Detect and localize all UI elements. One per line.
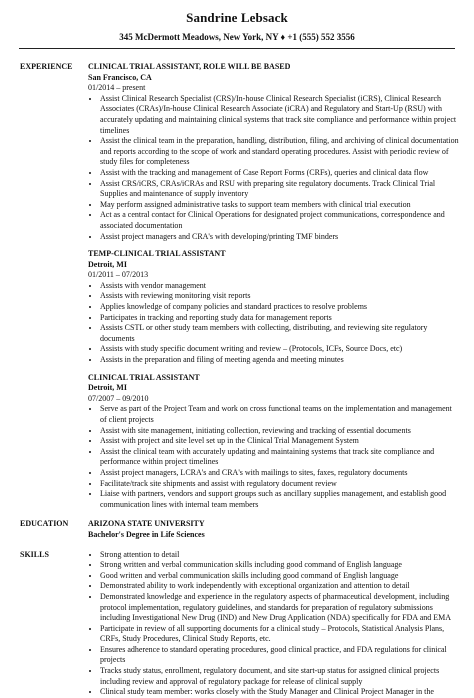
list-item: • Strong attention to detail [100,550,460,561]
list-item: • Applies knowledge of company policies and standard practices to resolve problems [100,302,460,313]
job-title: CLINICAL TRIAL ASSISTANT, ROLE WILL BE BASED [88,62,291,71]
job-title: TEMP-CLINICAL TRIAL ASSISTANT [88,249,226,259]
list-item: • Facilitate/track site shipments and assist with regulatory document review [100,479,460,490]
job-location: Detroit, MI [88,259,127,269]
list-item: • Assist with project and site level set up in the Clinical Trial Management System [100,436,460,447]
list-item: • Serve as part of the Project Team and work on cross functional teams on the implementation and management of client projects [100,404,460,425]
experience-section [20,62,460,510]
list-item: • Liaise with partners, vendors and support groups such as ancillary supplies management, and establish good communication lines with internal team members [100,489,460,510]
list-item: • Assists with study specific document writing and review – (Protocols, ICFs, Source Docs, etc) [100,344,460,355]
list-item: • Demonstrated ability to work independently with exceptional organization and attention to detail [100,581,460,592]
job-bullets [88,404,460,510]
list-item: • Strong written and verbal communication skills including good command of English language [100,560,460,571]
job-dates: 01/2014 – present [88,83,146,93]
job-dates: 01/2011 – 07/2013 [88,270,149,280]
list-item: • Clinical study team member: works closely with the Study Manager and Clinical Project Manager in the [100,687,460,698]
job-location: San Francisco, CA [88,72,152,82]
job-title: CLINICAL TRIAL ASSISTANT [88,372,200,382]
list-item: • Demonstrated knowledge and experience in the regulatory aspects of pharmaceutical development, including protocol implementation, regulatory guidelines, and standards for preparation of regulatory submissions including Investigational New Drug (IND) and New Drug Application (NDA) specifically for FDA and EMA [100,592,460,624]
list-item: • Assist project managers, LCRA's and CRA's with mailings to sites, faxes, regulatory documents [100,468,460,479]
list-item: • Tracks study status, enrollment, regulatory document, and site start-up status for assigned clinical projects including review and approval of regulatory package for release of clinical supply [100,666,460,687]
job-bullets [88,94,460,242]
education-section [20,519,460,540]
list-item: • Assist Clinical Research Specialist (CRS)/In-house Clinical Research Specialist (iCRS), Clinical Research Associates (CRAs)/In-house Clinical Research Associate (iCRA) and Regulatory and Start-Up (RSU) with accurately updating and maintaining clinical systems that track site compliance and performance within project timelines [100,94,460,136]
list-item: • Assist the clinical team in the preparation, handling, distribution, filing, and archiving of clinical documentation and reports according to the scope of work and standard operating procedures. Assist with periodic review of study files for completeness [100,136,460,168]
job-entry [88,249,460,366]
list-item: • Assists with reviewing monitoring visit reports [100,291,460,302]
list-item: • Act as a central contact for Clinical Operations for designated project communications, correspondence and associated documentation [100,210,460,231]
list-item: • Assist project managers and CRA's with developing/printing TMF binders [100,232,460,243]
education-heading: EDUCATION [20,519,69,529]
job-bullets [88,281,460,366]
list-item: • Assist with site management, initiating collection, reviewing and tracking of essential documents [100,426,460,437]
skills-section [20,550,460,698]
education-body [88,519,460,540]
job-entry [88,62,460,242]
degree: Bachelor's Degree in Life Sciences [88,529,205,539]
candidate-name: Sandrine Lebsack [186,10,288,25]
job-dates: 07/2007 – 09/2010 [88,393,149,403]
experience-heading: EXPERIENCE [20,62,73,71]
skills-heading: SKILLS [20,549,49,559]
resume-header [0,0,474,42]
school-name: ARIZONA STATE UNIVERSITY [88,519,205,529]
job-location: Detroit, MI [88,383,127,393]
list-item: • Assists CSTL or other study team members with collecting, distributing, and reviewing site regulatory documents [100,323,460,344]
contact-line: 345 McDermott Meadows, New York, NY ♦ +1 (555) 552 3556 [119,32,355,42]
list-item: • Participate in review of all supporting documents for a clinical study – Protocols, Statistical Analysis Plans, CRFs, Study Procedures, Clinical Study Reports, etc. [100,624,460,645]
skills-list [88,550,460,698]
list-item: • Ensures adherence to standard operating procedures, good clinical practice, and FDA regulations for clinical projects [100,645,460,666]
list-item: • Assists with vendor management [100,281,460,292]
skills-body [88,550,460,698]
job-entry [88,373,460,511]
list-item: • Assist the clinical team with accurately updating and maintaining systems that track site compliance and performance within project timelines [100,447,460,468]
list-item: • Participates in tracking and reporting study data for management reports [100,313,460,324]
list-item: • Good written and verbal communication skills including good command of English language [100,571,460,582]
list-item: • Assists in the preparation and filing of meeting agenda and meeting minutes [100,355,460,366]
list-item: • Assist CRS/iCRS, CRAs/iCRAs and RSU with preparing site regulatory documents. Track Clinical Trial Supplies and maintenance of supply inventory [100,179,460,200]
list-item: • Assist with the tracking and management of Case Report Forms (CRFs), queries and clinical data flow [100,168,460,179]
experience-body [88,62,460,510]
list-item: • May perform assigned administrative tasks to support team members with clinical trial execution [100,200,460,211]
header-divider [19,48,455,49]
